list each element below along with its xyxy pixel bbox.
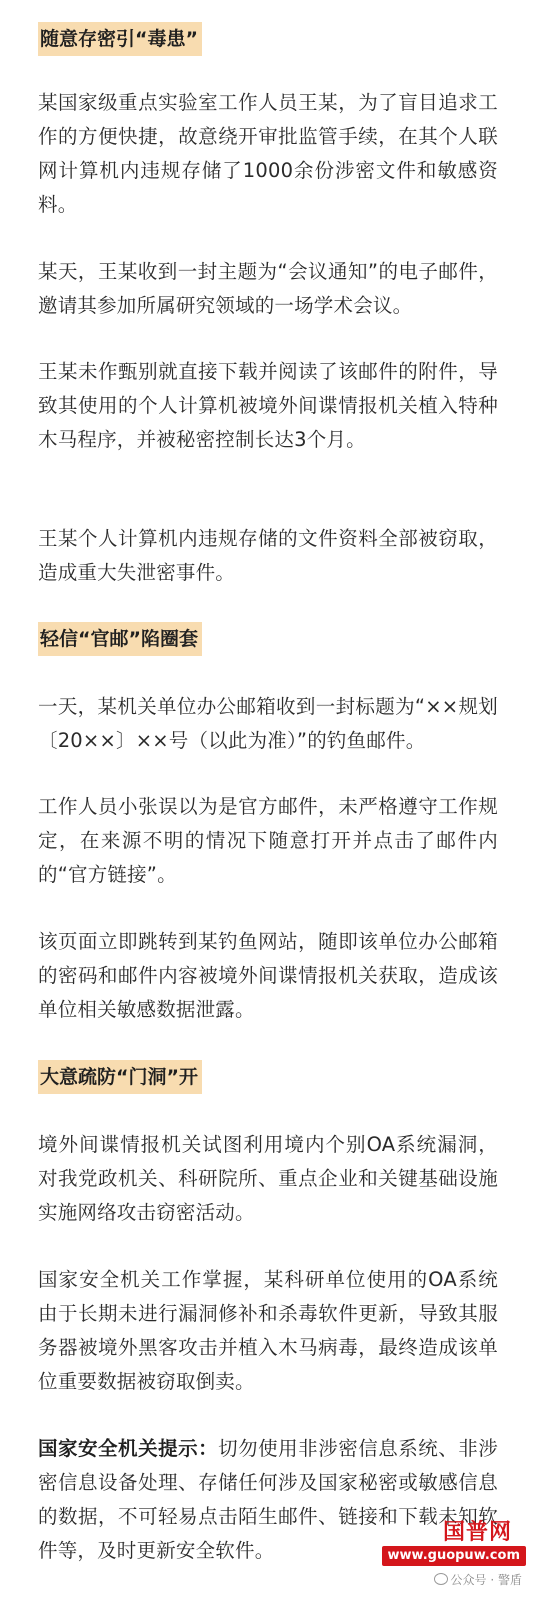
section-heading-3: 大意疏防“门洞”开 [38, 1060, 202, 1094]
watermark-logo: 国普网 [442, 1520, 512, 1545]
section-heading-2: 轻信“官邮”陷圈套 [38, 622, 202, 656]
security-tip-lead: 国家安全机关提示： [38, 1437, 219, 1460]
paragraph-3-1: 境外间谍情报机关试图利用境内个别OA系统漏洞，对我党政机关、科研院所、重点企业和关键基础设施实施网络攻击窃密活动。 [38, 1133, 498, 1224]
watermark [384, 1518, 534, 1594]
paragraph-3-2: 国家安全机关工作掌握，某科研单位使用的OA系统由于长期未进行漏洞修补和杀毒软件更新，导致其服务器被境外黑客攻击并植入木马病毒，最终造成该单位重要数据被窃取倒卖。 [38, 1268, 498, 1393]
paragraph-1-2: 某天，王某收到一封主题为“会议通知”的电子邮件，邀请其参加所属研究领域的一场学术会议。 [38, 260, 498, 317]
section-heading-1: 随意存密引“毒患” [38, 22, 202, 56]
paragraph-2-3: 该页面立即跳转到某钓鱼网站，随即该单位办公邮箱的密码和邮件内容被境外间谍情报机关获取，造成该单位相关敏感数据泄露。 [38, 930, 498, 1021]
paragraph-1-3: 王某未作甄别就直接下载并阅读了该邮件的附件，导致其使用的个人计算机被境外间谍情报机关植入特种木马程序，并被秘密控制长达3个月。 [38, 360, 498, 451]
watermark-account-label: 公众号 · 警盾 [450, 1573, 522, 1587]
paragraph-1-4: 王某个人计算机内违规存储的文件资料全部被窃取，造成重大失泄密事件。 [38, 527, 498, 584]
paragraph-1-1: 某国家级重点实验室工作人员王某，为了盲目追求工作的方便快捷，故意绕开审批监管手续，在其个人联网计算机内违规存储了1000余份涉密文件和敏感资料。 [38, 91, 498, 216]
wechat-icon [434, 1573, 448, 1585]
watermark-url: www.guopuw.com [382, 1546, 527, 1566]
security-tip-body: 切勿使用非涉密信息系统、非涉密信息设备处理、存储任何涉及国家秘密或敏感信息的数据，不可轻易点击陌生邮件、链接和下载未知软件等，及时更新安全软件。 [38, 1437, 498, 1562]
paragraph-2-1: 一天，某机关单位办公邮箱收到一封标题为“××规划〔20××〕××号（以此为准）”的钓鱼邮件。 [38, 695, 498, 752]
paragraph-2-2: 工作人员小张误以为是官方邮件，未严格遵守工作规定，在来源不明的情况下随意打开并点击了邮件内的“官方链接”。 [38, 795, 498, 886]
watermark-account [434, 1570, 522, 1590]
